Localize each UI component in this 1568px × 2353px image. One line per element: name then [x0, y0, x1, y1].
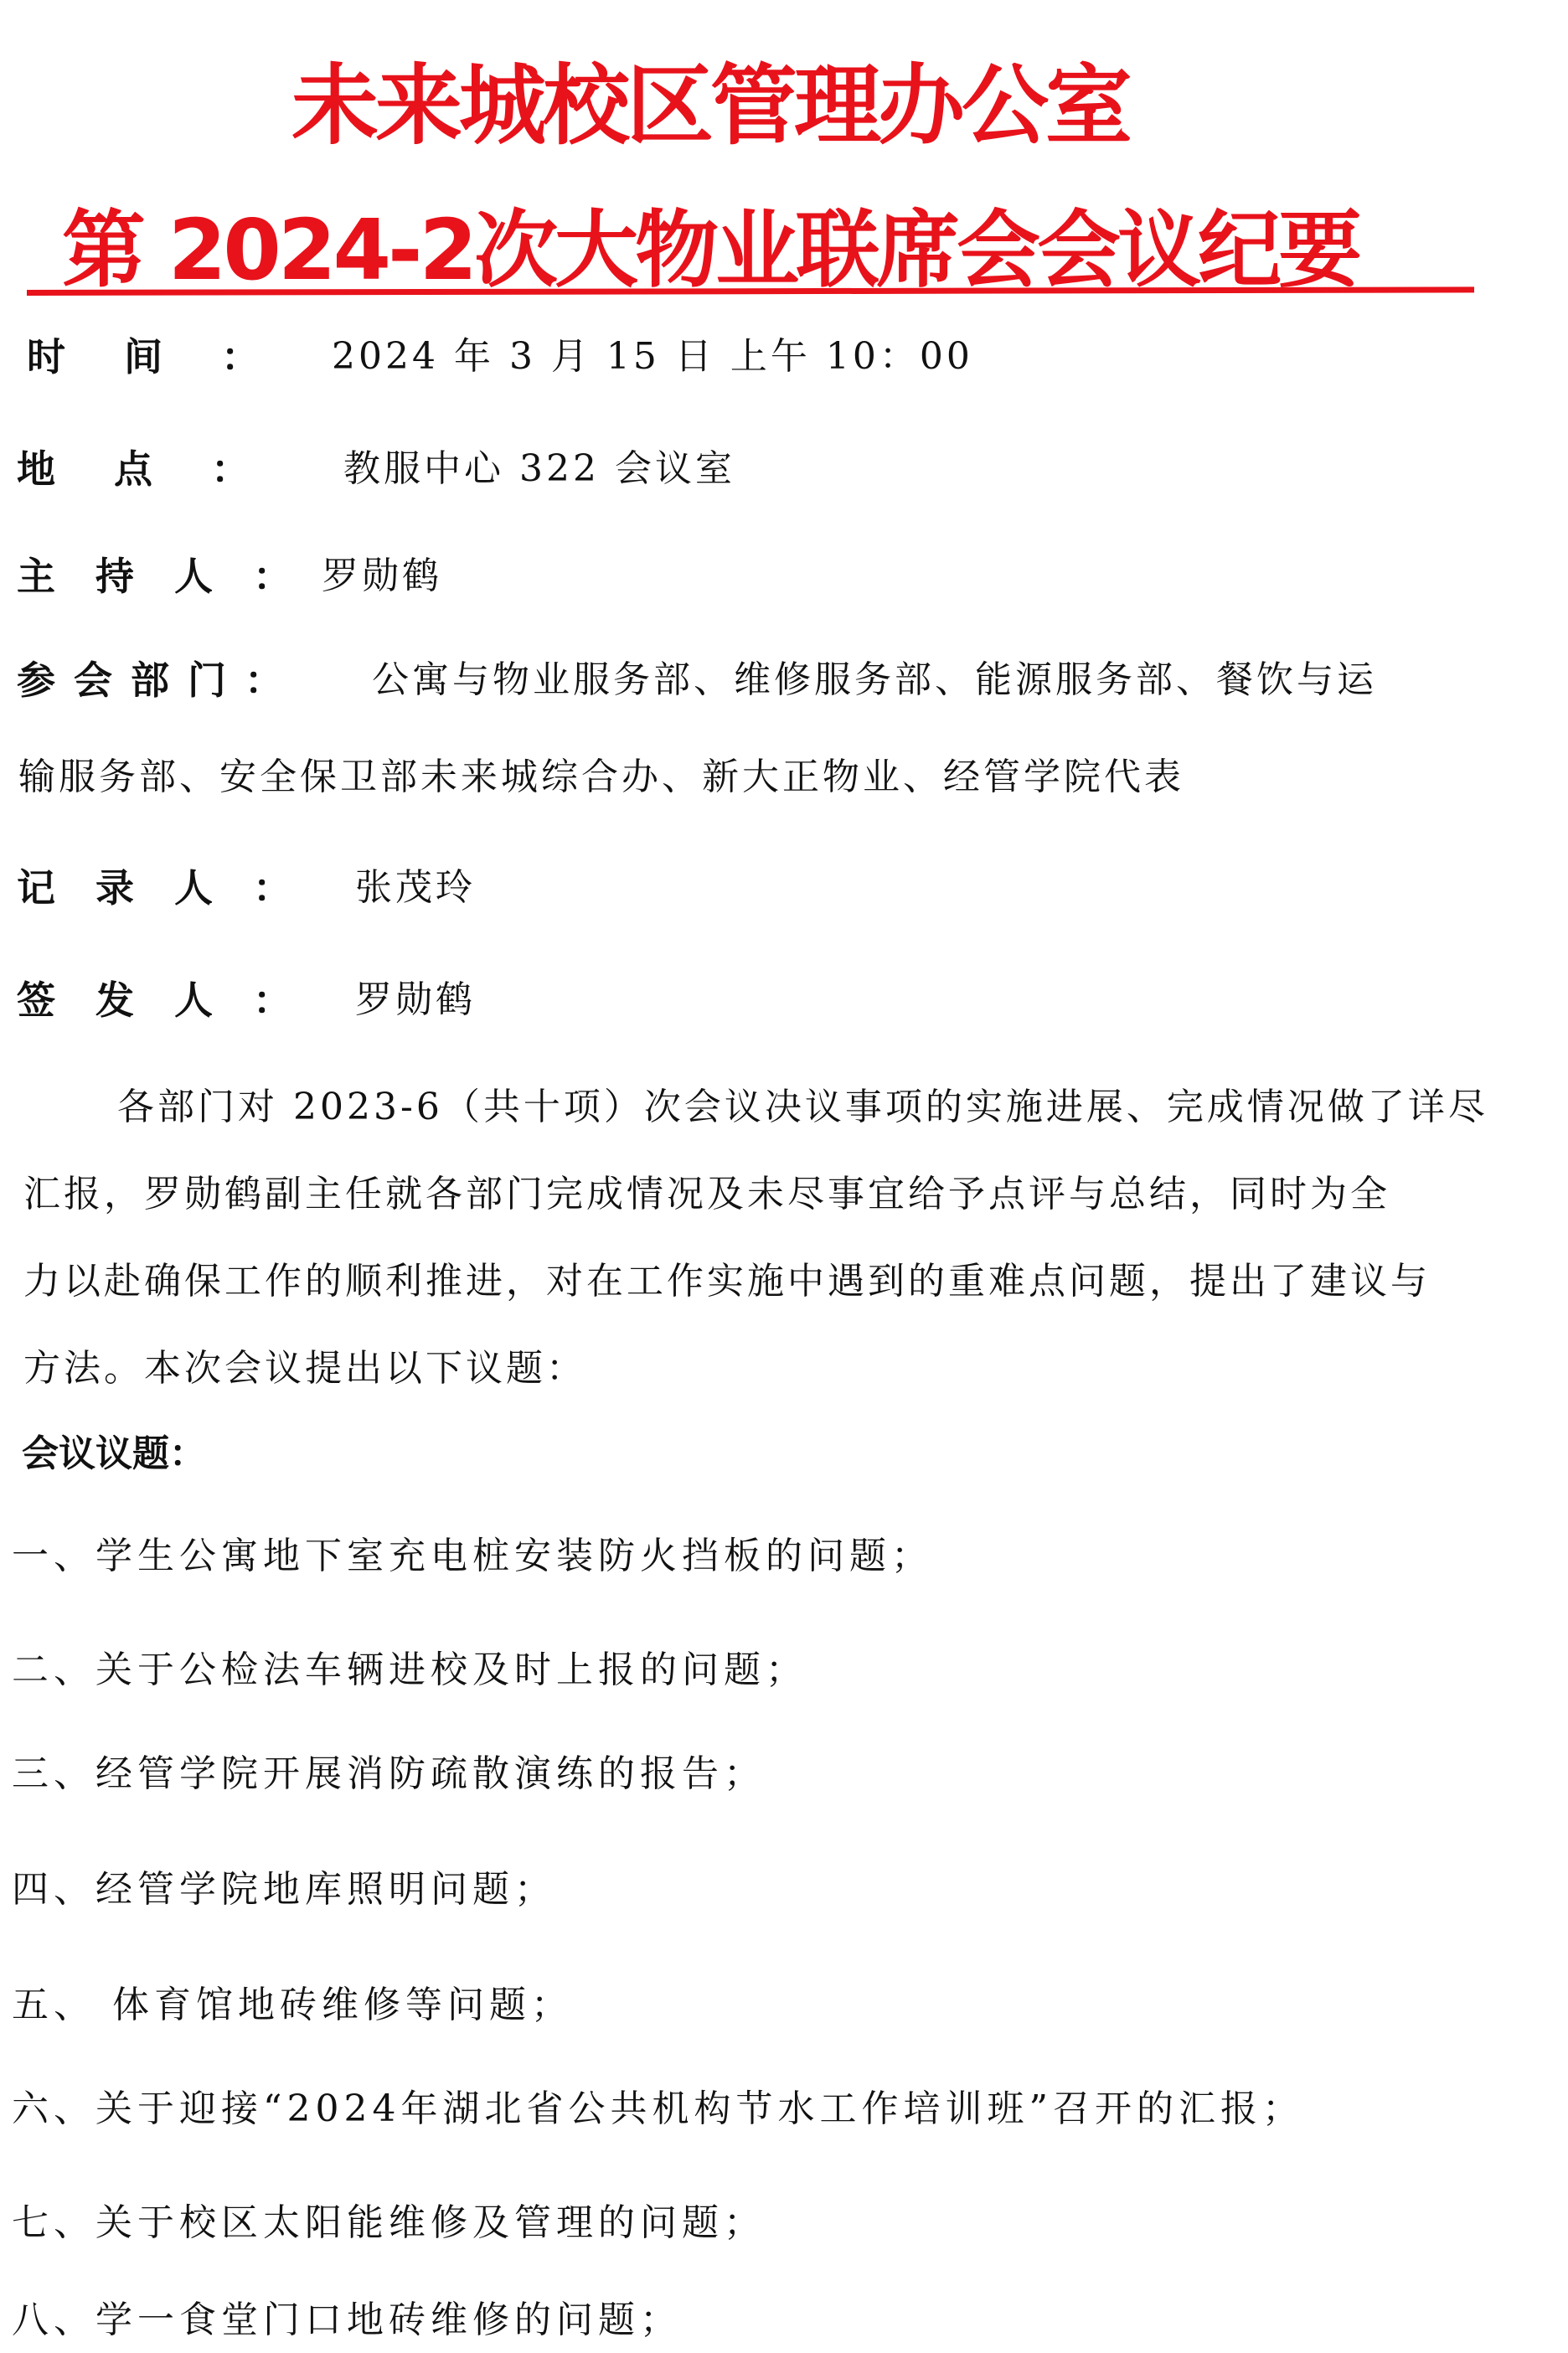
agenda-item-1: 一、学生公寓地下室充电桩安装防火挡板的问题；	[12, 1535, 933, 1577]
time-label: 时间：	[27, 334, 318, 379]
recorder-label: 记录人：	[17, 865, 332, 911]
agenda-item-4: 四、经管学院地库照明问题；	[12, 1868, 556, 1911]
agenda-item-6: 六、关于迎接“2024年湖北省公共机构节水工作培训班”召开的汇报；	[12, 2087, 1304, 2130]
place-value: 教服中心 322 会议室	[343, 447, 735, 490]
summary-line-1: 各部门对 2023-6（共十项）次会议决议事项的实施进展、完成情况做了详尽	[117, 1086, 1488, 1128]
summary-line-3: 力以赴确保工作的顺利推进，对在工作实施中遇到的重难点问题，提出了建议与	[23, 1260, 1431, 1303]
departments-value-line1: 公寓与物业服务部、维修服务部、能源服务部、餐饮与运	[372, 658, 1377, 701]
issuer-label: 签发人：	[17, 978, 332, 1023]
host-value: 罗勋鹤	[322, 555, 442, 597]
place-label: 地点：	[17, 446, 308, 492]
issuer-value: 罗勋鹤	[355, 978, 476, 1021]
summary-paragraph	[23, 1064, 1548, 1412]
document-title-office: 未来城校区管理办公室	[291, 54, 1129, 157]
agenda-item-7: 七、关于校区太阳能维修及管理的问题；	[12, 2201, 766, 2244]
document-title-minutes: 第 2024-2次大物业联席会会议纪要	[61, 201, 1359, 299]
agenda-item-3: 三、经管学院开展消防疏散演练的报告；	[12, 1752, 766, 1795]
time-value: 2024 年 3 月 15 日 上午 10：00	[332, 335, 973, 378]
departments-label: 参会部门：	[17, 658, 302, 703]
agenda-item-8: 八、学一食堂门口地砖维修的问题；	[12, 2299, 682, 2341]
agenda-item-5: 五、 体育馆地砖维修等问题；	[12, 1984, 573, 2026]
host-label: 主持人：	[17, 554, 332, 599]
agenda-item-2: 二、关于公检法车辆进校及时上报的问题；	[12, 1649, 807, 1691]
summary-line-2: 汇报，罗勋鹤副主任就各部门完成情况及未尽事宜给予点评与总结，同时为全	[23, 1173, 1390, 1215]
summary-line-4: 方法。本次会议提出以下议题：	[23, 1347, 586, 1390]
recorder-value: 张茂玲	[355, 866, 476, 909]
agenda-heading: 会议议题：	[22, 1432, 206, 1475]
departments-value-line2: 输服务部、安全保卫部未来城综合办、新大正物业、经管学院代表	[18, 756, 1184, 798]
